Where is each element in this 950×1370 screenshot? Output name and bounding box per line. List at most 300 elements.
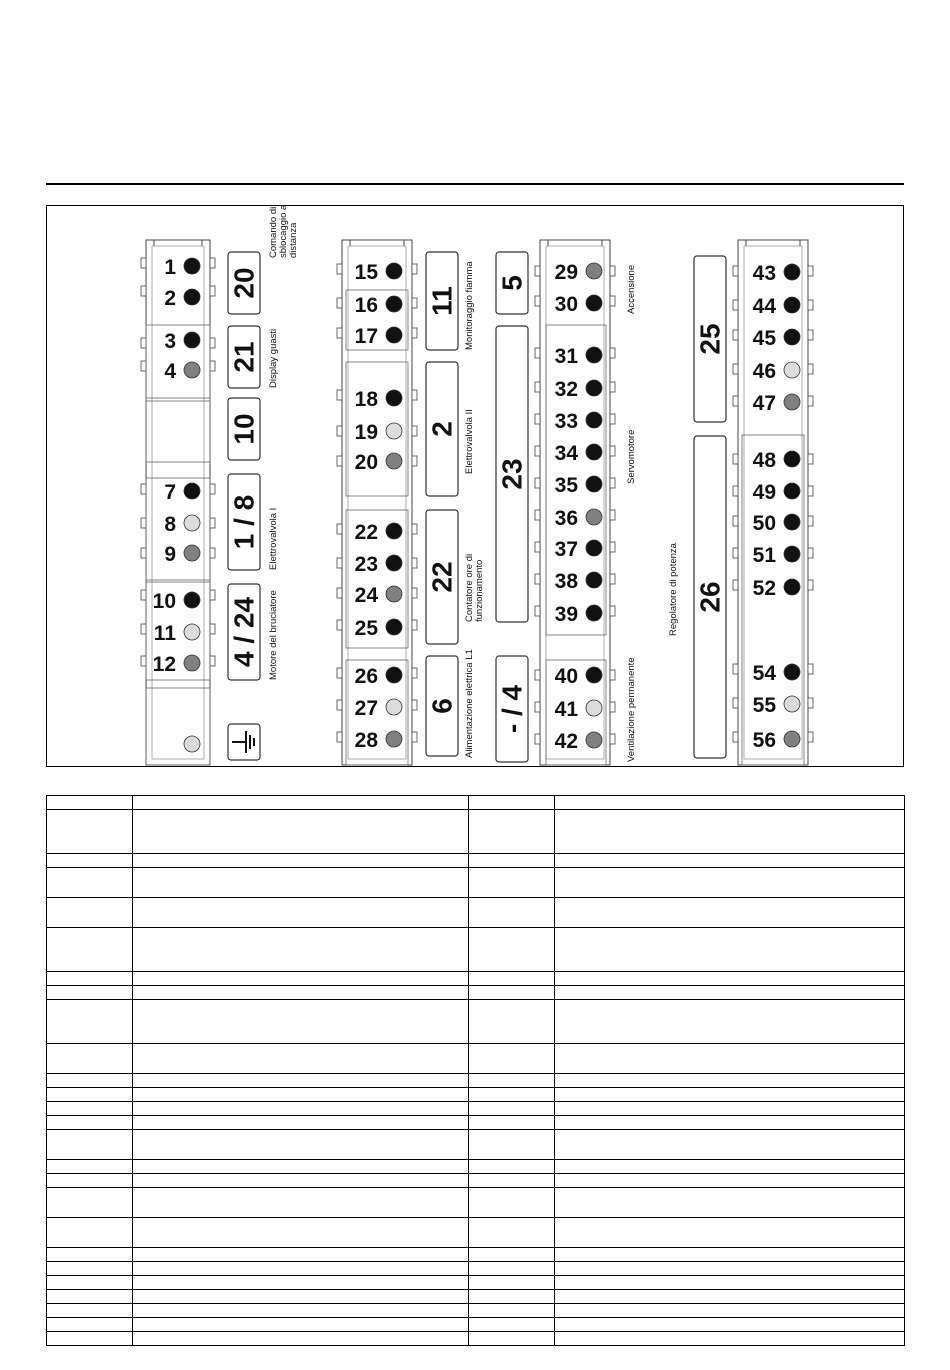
terminal-dot — [184, 332, 200, 348]
terminal-number: 23 — [354, 553, 378, 576]
strip-notch — [808, 266, 813, 276]
function-box-number: - / 4 — [496, 684, 528, 734]
strip-notch — [808, 300, 813, 310]
table-cell — [469, 1130, 555, 1160]
table-cell — [47, 1304, 133, 1318]
table-cell — [469, 854, 555, 868]
table-cell — [47, 1174, 133, 1188]
terminal-number: 51 — [752, 544, 776, 567]
table-cell — [47, 1262, 133, 1276]
strip-notch — [210, 258, 215, 268]
terminal-number: 9 — [164, 543, 176, 566]
strip-notch — [610, 734, 615, 744]
strip-notch — [733, 454, 738, 464]
terminal-number: 1 — [164, 256, 176, 279]
terminal-dot — [386, 296, 402, 312]
table-row — [47, 1088, 905, 1102]
table-cell — [47, 928, 133, 972]
strip-notch — [141, 624, 146, 634]
terminal-number: 18 — [354, 388, 378, 411]
terminal-dot — [784, 264, 800, 280]
strip-notch — [210, 484, 215, 494]
terminal-dot — [784, 514, 800, 530]
terminal-number: 49 — [752, 481, 776, 504]
terminal-dot — [784, 329, 800, 345]
table-cell — [47, 1290, 133, 1304]
strip-notch — [610, 606, 615, 616]
table-row — [47, 1248, 905, 1262]
function-box-number: 5 — [496, 275, 528, 291]
strip-notch — [412, 264, 417, 274]
strip-notch — [412, 558, 417, 568]
table-cell — [469, 986, 555, 1000]
function-box-number: 1 / 8 — [228, 494, 260, 550]
terminal-dot — [184, 624, 200, 640]
table-cell — [47, 810, 133, 854]
table-cell — [469, 1248, 555, 1262]
table-row — [47, 898, 905, 928]
table-cell — [555, 1318, 905, 1332]
terminal-number: 38 — [554, 570, 578, 593]
strip-notch — [808, 364, 813, 374]
table-row — [47, 986, 905, 1000]
table-cell — [47, 1276, 133, 1290]
table-cell — [133, 898, 469, 928]
table-cell — [469, 868, 555, 898]
terminal-dot — [184, 545, 200, 561]
strip-notch — [337, 456, 342, 466]
terminal-dot — [586, 444, 602, 460]
table-cell — [133, 1304, 469, 1318]
terminal-dot — [586, 295, 602, 311]
function-label: Alimentazione elettrica L1 — [464, 649, 475, 758]
function-label: Ventilazione permanente — [626, 657, 637, 762]
strip-notch — [733, 732, 738, 742]
connector-block — [146, 325, 210, 401]
table-cell — [47, 898, 133, 928]
table-cell — [469, 1116, 555, 1130]
table-row — [47, 1130, 905, 1160]
table-cell — [469, 1088, 555, 1102]
terminal-dot — [586, 667, 602, 683]
terminal-number: 39 — [554, 603, 578, 626]
table-cell — [133, 1088, 469, 1102]
table-row — [47, 972, 905, 986]
table-cell — [133, 810, 469, 854]
table-cell — [133, 928, 469, 972]
terminal-dot — [386, 586, 402, 602]
terminal-dot — [184, 483, 200, 499]
strip-notch — [610, 702, 615, 712]
terminal-dot — [784, 394, 800, 410]
terminal-number: 16 — [354, 294, 378, 317]
strip-notch — [141, 656, 146, 666]
table-cell — [133, 1000, 469, 1044]
table-cell — [555, 1304, 905, 1318]
function-box-number: 21 — [228, 341, 260, 373]
strip-notch — [808, 580, 813, 590]
terminal-number: 27 — [354, 697, 378, 720]
strip-notch — [733, 516, 738, 526]
table-cell — [133, 1174, 469, 1188]
terminal-number: 25 — [354, 617, 378, 640]
table-cell — [469, 810, 555, 854]
terminal-dot — [586, 476, 602, 492]
table-row — [47, 1174, 905, 1188]
strip-notch — [337, 298, 342, 308]
table-cell — [469, 972, 555, 986]
table-cell — [133, 796, 469, 810]
table-row — [47, 1332, 905, 1346]
table-cell — [469, 1074, 555, 1088]
terminal-number: 3 — [164, 330, 176, 353]
terminal-dot — [586, 572, 602, 588]
table-cell — [555, 1174, 905, 1188]
table-cell — [133, 1102, 469, 1116]
table-row — [47, 1116, 905, 1130]
terminal-dot — [784, 362, 800, 378]
table-cell — [469, 1332, 555, 1346]
table-cell — [133, 1130, 469, 1160]
table-cell — [133, 854, 469, 868]
strip-notch — [141, 258, 146, 268]
terminal-dot — [184, 258, 200, 274]
terminal-number: 2 — [164, 287, 176, 310]
terminal-number: 33 — [554, 410, 578, 433]
terminal-number: 34 — [554, 442, 578, 465]
terminal-number: 54 — [752, 662, 776, 685]
terminal-number: 50 — [752, 512, 776, 535]
table-cell — [555, 1088, 905, 1102]
function-label: Elettrovalvola I — [268, 507, 279, 570]
strip-notch — [337, 426, 342, 436]
strip-notch — [808, 698, 813, 708]
terminal-dot — [586, 412, 602, 428]
strip-notch — [808, 548, 813, 558]
table-cell — [133, 1044, 469, 1074]
table-row — [47, 1102, 905, 1116]
table-cell — [47, 1116, 133, 1130]
table-cell — [47, 1044, 133, 1074]
strip-notch — [141, 518, 146, 528]
table-cell — [133, 868, 469, 898]
table-cell — [555, 1332, 905, 1346]
strip-notch — [535, 542, 540, 552]
table-cell — [555, 1290, 905, 1304]
strip-notch — [610, 266, 615, 276]
terminal-dot — [386, 423, 402, 439]
terminal-table — [46, 795, 905, 1346]
strip-notch — [412, 426, 417, 436]
function-box-number: 22 — [426, 561, 458, 593]
strip-notch — [808, 486, 813, 496]
strip-notch — [535, 670, 540, 680]
table-cell — [47, 1318, 133, 1332]
connector-block — [146, 398, 210, 462]
table-row — [47, 854, 905, 868]
strip-notch — [733, 364, 738, 374]
connector-block — [146, 688, 210, 765]
terminal-dot — [386, 263, 402, 279]
function-label: distanza — [288, 222, 299, 258]
strip-notch — [412, 390, 417, 400]
terminal-number: 44 — [752, 295, 776, 318]
terminal-number: 46 — [752, 360, 776, 383]
terminal-number: 37 — [554, 538, 578, 561]
strip-notch — [535, 734, 540, 744]
strip-notch — [337, 588, 342, 598]
table-cell — [47, 1088, 133, 1102]
terminal-dot — [184, 362, 200, 378]
strip-notch — [210, 548, 215, 558]
strip-notch — [610, 296, 615, 306]
strip-notch — [535, 574, 540, 584]
table-cell — [133, 1248, 469, 1262]
table-cell — [469, 1188, 555, 1218]
strip-notch — [733, 330, 738, 340]
terminal-number: 12 — [152, 653, 176, 676]
table-cell — [47, 868, 133, 898]
strip-notch — [412, 298, 417, 308]
function-label: Display guasti — [268, 328, 279, 388]
strip-notch — [535, 296, 540, 306]
terminal-dot — [386, 453, 402, 469]
strip-notch — [808, 330, 813, 340]
terminal-dot — [386, 327, 402, 343]
terminal-number: 11 — [153, 622, 176, 645]
terminal-dot — [184, 592, 200, 608]
terminal-dot — [386, 619, 402, 635]
table-row — [47, 1276, 905, 1290]
terminal-dot — [586, 380, 602, 396]
strip-notch — [337, 732, 342, 742]
terminal-dot — [586, 700, 602, 716]
table-cell — [555, 1074, 905, 1088]
table-cell — [133, 1276, 469, 1290]
strip-notch — [535, 348, 540, 358]
terminal-number: 45 — [752, 327, 776, 350]
terminal-number: 17 — [354, 325, 378, 348]
strip-notch — [337, 328, 342, 338]
terminal-number: 15 — [354, 261, 378, 284]
strip-notch — [337, 390, 342, 400]
table-row — [47, 1290, 905, 1304]
function-label: sblocaggio a — [278, 204, 289, 258]
table-cell — [133, 1160, 469, 1174]
table-cell — [469, 1304, 555, 1318]
strip-notch — [535, 510, 540, 520]
strip-notch — [141, 338, 146, 348]
strip-notch — [733, 300, 738, 310]
function-box-number: 4 / 24 — [228, 596, 260, 668]
strip-notch — [535, 606, 540, 616]
strip-notch — [412, 700, 417, 710]
table-cell — [555, 1160, 905, 1174]
strip-notch — [610, 414, 615, 424]
table-cell — [555, 972, 905, 986]
terminal-number: 43 — [752, 262, 776, 285]
strip-notch — [733, 266, 738, 276]
table-cell — [469, 796, 555, 810]
terminal-number: 19 — [354, 421, 378, 444]
table-cell — [555, 986, 905, 1000]
terminal-number: 47 — [752, 392, 776, 415]
table-row — [47, 796, 905, 810]
strip-notch — [141, 484, 146, 494]
table-row — [47, 1318, 905, 1332]
table-cell — [555, 1188, 905, 1218]
terminal-dot — [784, 483, 800, 499]
terminal-number: 4 — [164, 360, 176, 383]
terminal-number: 52 — [752, 577, 776, 600]
table-cell — [469, 1174, 555, 1188]
terminal-dot — [586, 605, 602, 621]
terminal-dot — [386, 390, 402, 406]
strip-notch — [141, 590, 146, 600]
strip-notch — [337, 524, 342, 534]
function-label: Elettrovalvola II — [464, 409, 475, 474]
strip-notch — [210, 590, 215, 600]
table-cell — [555, 1000, 905, 1044]
table-cell — [47, 972, 133, 986]
terminal-dot — [586, 263, 602, 279]
table-cell — [133, 1290, 469, 1304]
connector-strip — [146, 240, 210, 765]
terminal-number: 26 — [354, 665, 378, 688]
connector-block — [146, 478, 210, 582]
strip-notch — [733, 486, 738, 496]
function-label: Motore del bruciatore — [268, 590, 279, 680]
strip-notch — [337, 620, 342, 630]
strip-notch — [337, 558, 342, 568]
table-cell — [555, 854, 905, 868]
table-cell — [133, 1074, 469, 1088]
table-cell — [133, 1116, 469, 1130]
terminal-dot — [784, 696, 800, 712]
terminal-number: 31 — [554, 345, 578, 368]
terminal-dot — [586, 509, 602, 525]
table-cell — [469, 898, 555, 928]
terminal-dot — [784, 664, 800, 680]
strip-notch — [141, 361, 146, 371]
strip-notch — [412, 524, 417, 534]
table-row — [47, 1262, 905, 1276]
terminal-dot — [784, 546, 800, 562]
strip-notch — [337, 700, 342, 710]
table-cell — [555, 1262, 905, 1276]
table-row — [47, 1218, 905, 1248]
table-cell — [469, 1160, 555, 1174]
function-label: Comando di — [268, 206, 279, 258]
strip-notch — [535, 414, 540, 424]
function-box-number: 10 — [228, 413, 260, 445]
table-row — [47, 868, 905, 898]
terminal-number: 8 — [164, 513, 176, 536]
strip-notch — [610, 382, 615, 392]
terminal-dot — [386, 523, 402, 539]
table-cell — [47, 1074, 133, 1088]
strip-inner — [152, 246, 204, 759]
table-row — [47, 1304, 905, 1318]
terminal-number: 36 — [554, 507, 578, 530]
terminal-number: 42 — [554, 730, 578, 753]
table-cell — [555, 1102, 905, 1116]
terminal-number: 20 — [354, 451, 378, 474]
function-box-number: 2 — [426, 421, 458, 437]
terminal-dot — [586, 732, 602, 748]
table-cell — [133, 1262, 469, 1276]
terminal-dot — [386, 555, 402, 571]
terminal-number: 10 — [152, 590, 176, 613]
strip-notch — [210, 624, 215, 634]
table-cell — [555, 1044, 905, 1074]
table-cell — [47, 1160, 133, 1174]
strip-notch — [535, 446, 540, 456]
table-cell — [555, 810, 905, 854]
function-box-number: 25 — [694, 323, 726, 355]
table-cell — [47, 1248, 133, 1262]
strip-notch — [610, 510, 615, 520]
table-cell — [469, 1218, 555, 1248]
table-cell — [555, 1218, 905, 1248]
strip-notch — [210, 361, 215, 371]
strip-notch — [808, 732, 813, 742]
terminal-number: 32 — [554, 378, 578, 401]
table-cell — [47, 854, 133, 868]
terminal-number: 56 — [752, 729, 776, 752]
strip-notch — [610, 574, 615, 584]
table-cell — [133, 1218, 469, 1248]
function-label: Accensione — [626, 264, 637, 314]
table-row — [47, 1188, 905, 1218]
function-label: Contatore ore di — [464, 553, 475, 622]
table-cell — [555, 1116, 905, 1130]
table-cell — [133, 1188, 469, 1218]
strip-notch — [535, 478, 540, 488]
terminal-dot — [386, 699, 402, 715]
function-label: Monitoraggio fiamma — [464, 261, 475, 350]
strip-notch — [337, 264, 342, 274]
table-cell — [133, 986, 469, 1000]
strip-notch — [412, 588, 417, 598]
strip-notch — [610, 478, 615, 488]
terminal-dot — [184, 289, 200, 305]
table-row — [47, 1000, 905, 1044]
table-cell — [469, 1102, 555, 1116]
table-cell — [469, 1276, 555, 1290]
table-cell — [133, 1318, 469, 1332]
strip-notch — [808, 516, 813, 526]
table-cell — [47, 1332, 133, 1346]
terminal-dot — [386, 667, 402, 683]
function-box-number: 23 — [496, 458, 528, 490]
strip-notch — [210, 338, 215, 348]
strip-notch — [535, 702, 540, 712]
table-cell — [133, 1332, 469, 1346]
strip-notch — [412, 732, 417, 742]
strip-notch — [610, 446, 615, 456]
terminal-dot — [184, 736, 200, 752]
table-row — [47, 1160, 905, 1174]
terminal-number: 48 — [752, 449, 776, 472]
table-cell — [555, 928, 905, 972]
strip-notch — [808, 454, 813, 464]
function-box-number: 6 — [426, 698, 458, 714]
strip-notch — [733, 548, 738, 558]
table-cell — [469, 1318, 555, 1332]
table-row — [47, 810, 905, 854]
table-row — [47, 928, 905, 972]
